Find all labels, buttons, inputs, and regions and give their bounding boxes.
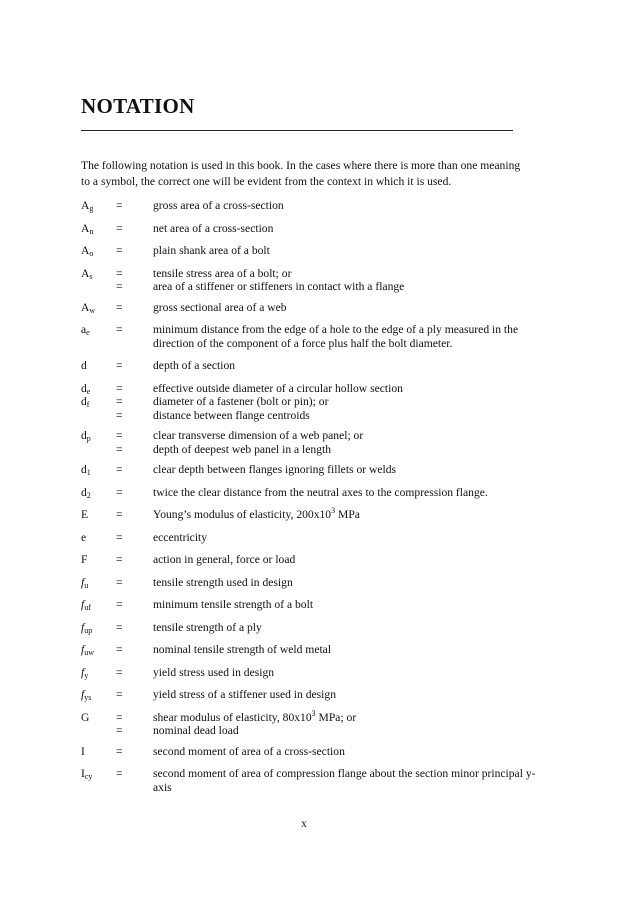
notation-description: [153, 508, 541, 522]
notation-entry: [81, 463, 541, 477]
equals-sign: =: [116, 280, 123, 293]
notation-symbol: $f_u$: [81, 575, 89, 590]
notation-description: [153, 199, 541, 213]
notation-entry: [81, 767, 541, 794]
equals-sign: =: [116, 300, 123, 314]
notation-description: [153, 643, 541, 657]
notation-description: [153, 359, 541, 373]
description-line: minimum tensile strength of a bolt: [153, 598, 314, 611]
equals-sign: =: [116, 767, 123, 780]
equals-column: [116, 359, 153, 373]
notation-symbol-column: [81, 382, 116, 423]
equals-column: [116, 323, 153, 350]
equals-sign: =: [116, 508, 123, 521]
notation-description: [153, 553, 541, 567]
notation-symbol-column: [81, 429, 116, 456]
notation-symbol-column: [81, 222, 116, 236]
notation-symbol: E: [81, 508, 89, 521]
notation-symbol-column: [81, 711, 116, 738]
notation-symbol: $d_2$: [81, 485, 91, 500]
equals-column: [116, 666, 153, 680]
notation-symbol: $d_e$: [81, 381, 91, 396]
description-line: nominal dead load: [153, 724, 239, 737]
notation-entry: [81, 508, 541, 522]
equals-column: [116, 301, 153, 315]
notation-entry: [81, 382, 541, 423]
notation-symbol: I: [81, 744, 85, 758]
notation-description: [153, 621, 541, 635]
description-line: diameter of a fastener (bolt or pin); or: [153, 395, 329, 408]
notation-symbol: $a_e$: [81, 323, 90, 337]
notation-symbol-column: [81, 767, 116, 794]
notation-symbol: $f_{uf}$: [81, 598, 91, 612]
description-line: nominal tensile strength of weld metal: [153, 643, 332, 656]
notation-symbol: $f_y$: [81, 665, 89, 680]
description-line: twice the clear distance from the neutral axes to the compression flange.: [153, 485, 488, 499]
description-line: clear transverse dimension of a web panel; or: [153, 429, 364, 442]
notation-description: [153, 463, 541, 477]
description-line: Young’s modulus of elasticity, $200x10^3$ MPa: [153, 506, 360, 521]
notation-symbol: $f_{up}$: [81, 620, 93, 635]
notation-description: [153, 688, 541, 702]
equals-sign: =: [116, 442, 123, 456]
equals-sign: =: [116, 463, 123, 476]
equals-column: [116, 553, 153, 567]
notation-description: [153, 666, 541, 680]
notation-symbol-column: [81, 486, 116, 500]
equals-column: [116, 621, 153, 635]
notation-symbol: d: [81, 359, 87, 372]
equals-column: [116, 222, 153, 236]
equals-sign: =: [116, 643, 123, 656]
equals-column: [116, 576, 153, 590]
equals-sign: =: [116, 408, 123, 422]
notation-description: [153, 244, 541, 258]
notation-symbol: $d_1$: [81, 463, 91, 477]
notation-description: [153, 576, 541, 590]
equals-sign: =: [116, 485, 123, 499]
notation-entry: [81, 222, 541, 236]
equals-sign: =: [116, 553, 123, 566]
description-line: second moment of area of a cross-section: [153, 744, 345, 758]
notation-symbol: $A_n$: [81, 221, 94, 236]
description-line: gross sectional area of a web: [153, 300, 287, 314]
description-line: plain shank area of a bolt: [153, 244, 270, 257]
notation-symbol: $A_s$: [81, 266, 93, 281]
equals-column: [116, 429, 153, 456]
notation-symbol-column: [81, 244, 116, 258]
description-line: yield stress of a stiffener used in design: [153, 688, 336, 701]
equals-sign: =: [116, 395, 123, 408]
notation-symbol: $f_{ys}$: [81, 688, 92, 702]
description-line: tensile stress area of a bolt; or: [153, 266, 292, 280]
notation-symbol-column: [81, 688, 116, 702]
intro-paragraph: The following notation is used in this book. In the cases where there is more than one meaning to a symbol, the correct one will be evident from the context in which it is used.: [81, 159, 521, 188]
description-line: tensile strength used in design: [153, 575, 293, 589]
notation-description: [153, 767, 541, 794]
notation-entry: [81, 244, 541, 258]
equals-column: [116, 463, 153, 477]
notation-list: [81, 199, 541, 803]
notation-entry: [81, 745, 541, 759]
notation-description: [153, 531, 541, 545]
notation-entry: [81, 359, 541, 373]
description-line: yield stress used in design: [153, 665, 275, 679]
notation-entry: [81, 708, 541, 738]
notation-description: [153, 323, 541, 350]
equals-sign: =: [116, 199, 123, 212]
equals-column: [116, 598, 153, 612]
description-line: clear depth between flanges ignoring fillets or welds: [153, 463, 397, 476]
notation-description: [153, 429, 541, 456]
equals-sign: =: [116, 244, 123, 257]
equals-column: [116, 267, 153, 294]
description-line: gross area of a cross-section: [153, 199, 284, 212]
description-line: area of a stiffener or stiffeners in contact with a flange: [153, 280, 405, 293]
notation-symbol-column: [81, 301, 116, 315]
notation-description: [153, 708, 541, 738]
description-line: distance between flange centroids: [153, 408, 310, 422]
equals-column: [116, 199, 153, 213]
equals-column: [116, 508, 153, 522]
notation-symbol-column: [81, 666, 116, 680]
description-line: depth of a section: [153, 359, 236, 372]
notation-entry: [81, 323, 541, 350]
equals-sign: =: [116, 429, 123, 442]
notation-symbol-column: [81, 745, 116, 759]
notation-symbol: $A_o$: [81, 244, 94, 258]
equals-sign: =: [116, 575, 123, 589]
notation-symbol-column: [81, 508, 116, 522]
notation-description: [153, 598, 541, 612]
equals-sign: =: [116, 665, 123, 679]
description-line: shear modulus of elasticity, $80x10^3$ MPa; or: [153, 708, 357, 724]
description-line: tensile strength of a ply: [153, 620, 262, 634]
description-line: effective outside diameter of a circular hollow section: [153, 381, 403, 395]
equals-column: [116, 244, 153, 258]
notation-symbol-column: [81, 267, 116, 294]
notation-entry: [81, 666, 541, 680]
notation-entry: [81, 486, 541, 500]
notation-symbol-column: [81, 359, 116, 373]
equals-column: [116, 767, 153, 794]
equals-column: [116, 643, 153, 657]
notation-description: [153, 267, 541, 294]
notation-symbol: e: [81, 530, 87, 544]
equals-sign: =: [116, 598, 123, 611]
notation-symbol-column: [81, 463, 116, 477]
description-line: eccentricity: [153, 530, 208, 544]
equals-sign: =: [116, 323, 123, 336]
description-line: minimum distance from the edge of a hole to the edge of a ply measured in the direction of the component of a force plus half the bolt diameter.: [153, 323, 519, 350]
notation-symbol-column: [81, 621, 116, 635]
equals-sign: =: [116, 688, 123, 701]
equals-sign: =: [116, 266, 123, 280]
notation-symbol: $d_p$: [81, 429, 91, 443]
page-number: x: [301, 817, 307, 830]
notation-description: [153, 222, 541, 236]
equals-column: [116, 688, 153, 702]
notation-entry: [81, 688, 541, 702]
notation-symbol-column: [81, 598, 116, 612]
notation-symbol: $d_f$: [81, 395, 90, 409]
notation-symbol-column: [81, 553, 116, 567]
notation-entry: [81, 429, 541, 456]
notation-symbol: G: [81, 710, 90, 724]
equals-sign: =: [116, 620, 123, 634]
notation-symbol: F: [81, 553, 88, 566]
notation-description: [153, 745, 541, 759]
equals-sign: =: [116, 724, 123, 737]
equals-column: [116, 745, 153, 759]
notation-entry: [81, 576, 541, 590]
equals-sign: =: [116, 530, 123, 544]
equals-sign: =: [116, 359, 123, 372]
equals-column: [116, 382, 153, 423]
notation-entry: [81, 598, 541, 612]
notation-entry: [81, 301, 541, 315]
equals-sign: =: [116, 744, 123, 758]
notation-entry: [81, 643, 541, 657]
notation-symbol-column: [81, 323, 116, 350]
notation-symbol-column: [81, 199, 116, 213]
equals-column: [116, 531, 153, 545]
notation-symbol: $f_{uw}$: [81, 643, 95, 657]
description-line: second moment of area of compression flange about the section minor principal y- axis: [153, 767, 536, 794]
equals-sign: =: [116, 381, 123, 395]
notation-entry: [81, 267, 541, 294]
notation-description: [153, 382, 541, 423]
notation-description: [153, 301, 541, 315]
notation-entry: [81, 553, 541, 567]
equals-column: [116, 486, 153, 500]
equals-sign: =: [116, 710, 123, 724]
notation-entry: [81, 199, 541, 213]
description-line: depth of deepest web panel in a length: [153, 442, 332, 456]
description-line: action in general, force or load: [153, 553, 296, 566]
notation-symbol-column: [81, 531, 116, 545]
notation-symbol: $I_{cy}$: [81, 767, 93, 781]
equals-sign: =: [116, 221, 123, 235]
notation-entry: [81, 531, 541, 545]
title-rule: [81, 130, 513, 131]
notation-symbol: $A_w$: [81, 300, 96, 315]
notation-symbol-column: [81, 643, 116, 657]
notation-entry: [81, 621, 541, 635]
description-line: net area of a cross-section: [153, 221, 274, 235]
equals-column: [116, 711, 153, 738]
notation-symbol: $A_g$: [81, 199, 94, 213]
notation-description: [153, 486, 541, 500]
notation-symbol-column: [81, 576, 116, 590]
page-title: NOTATION: [81, 94, 195, 118]
